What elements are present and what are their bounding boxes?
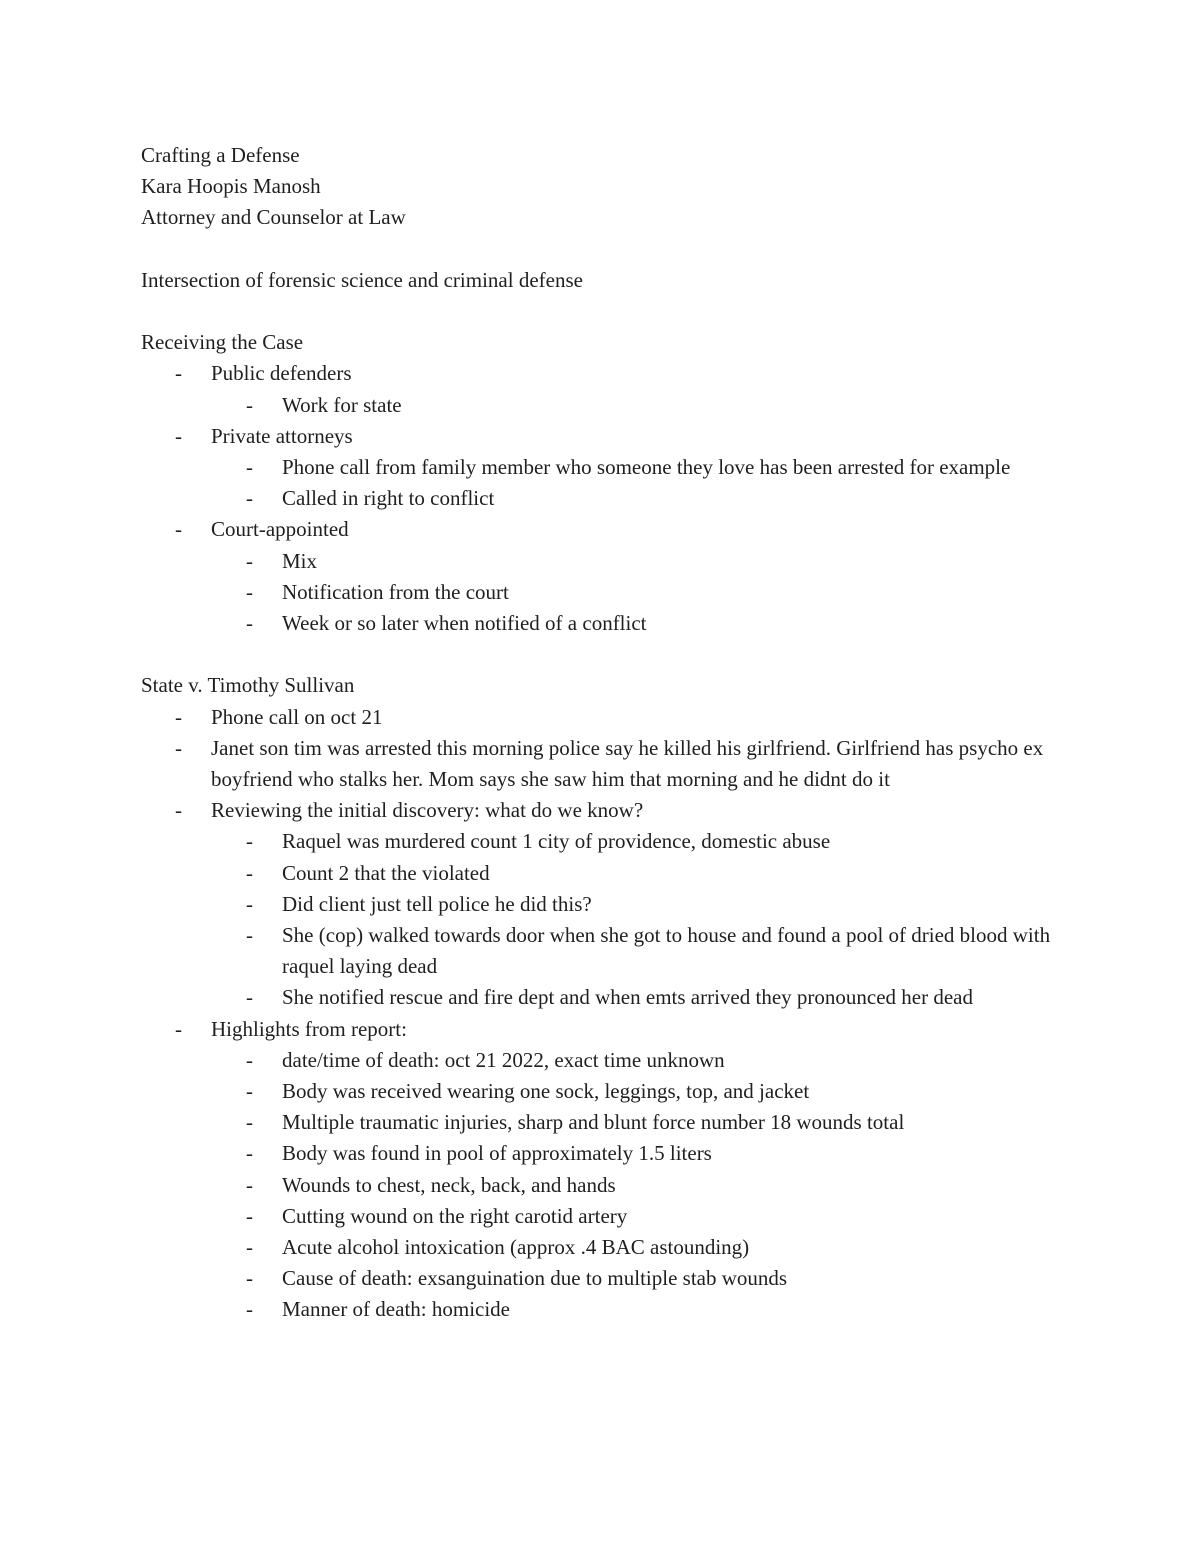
bullet-dash: - (246, 1110, 253, 1135)
list-item-text: Cutting wound on the right carotid artery (282, 1203, 628, 1228)
bullet-dash: - (246, 486, 253, 511)
bullet-dash: - (175, 735, 182, 760)
list-item-text: Phone call on oct 21 (211, 704, 383, 729)
list-item (141, 795, 1071, 826)
list-item (141, 982, 1071, 1013)
bullet-dash: - (246, 1297, 253, 1322)
list-item (141, 608, 1071, 639)
receiving-case-list (141, 358, 1071, 639)
list-item (141, 452, 1071, 483)
list-item (141, 577, 1071, 608)
list-item-text: Phone call from family member who someone they love has been arrested for example (282, 455, 1011, 479)
list-item (141, 1170, 1071, 1201)
intro-line: Intersection of forensic science and criminal defense (141, 267, 583, 292)
list-item-text: Multiple traumatic injuries, sharp and blunt force number 18 wounds total (282, 1110, 905, 1135)
document-body (141, 140, 1071, 1326)
list-item-text: Work for state (282, 392, 402, 417)
list-item (141, 858, 1071, 889)
author-name: Kara Hoopis Manosh (141, 174, 321, 199)
list-item-text: Public defenders (211, 361, 352, 386)
list-item-text: Wounds to chest, neck, back, and hands (282, 1172, 616, 1197)
section-heading-receiving-case: Receiving the Case (141, 330, 304, 355)
list-item-text: Notification from the court (282, 579, 509, 604)
document-title: Crafting a Defense (141, 143, 300, 167)
list-item (141, 358, 1071, 389)
list-item-text: Reviewing the initial discovery: what do we know? (211, 798, 644, 823)
bullet-dash: - (246, 985, 253, 1010)
spacer (141, 639, 1071, 670)
bullet-dash: - (175, 704, 182, 729)
list-item-text: Week or so later when notified of a conflict (282, 611, 647, 636)
list-item-text: She notified rescue and fire dept and when emts arrived they pronounced her dead (282, 985, 973, 1010)
list-item-text: Private attorneys (211, 423, 353, 448)
list-item (141, 1232, 1071, 1263)
bullet-dash: - (246, 1141, 253, 1166)
bullet-dash: - (246, 392, 253, 417)
bullet-dash: - (246, 829, 253, 854)
bullet-dash: - (246, 860, 253, 885)
bullet-dash: - (246, 891, 253, 916)
bullet-dash: - (175, 798, 182, 823)
list-item-text: Highlights from report: (211, 1016, 407, 1041)
list-item-text: Raquel was murdered count 1 city of providence, domestic abuse (282, 829, 831, 854)
list-item-text: Mix (282, 548, 318, 573)
state-v-sullivan-list (141, 702, 1071, 1326)
bullet-dash: - (246, 1079, 253, 1104)
list-item (141, 546, 1071, 577)
list-item-text: Acute alcohol intoxication (approx .4 BAC astounding) (282, 1235, 750, 1260)
list-item (141, 889, 1071, 920)
list-item (141, 1045, 1071, 1076)
list-item-text: Did client just tell police he did this? (282, 891, 592, 916)
list-item-text: Body was received wearing one sock, leggings, top, and jacket (282, 1079, 810, 1104)
list-item-text: She (cop) walked towards door when she got to house and found a pool of dried blood with raquel laying dead (282, 923, 1051, 979)
list-item (141, 390, 1071, 421)
list-item (141, 1014, 1071, 1045)
bullet-dash: - (246, 1203, 253, 1228)
bullet-dash: - (246, 1172, 253, 1197)
bullet-dash: - (246, 1047, 253, 1072)
list-item-text: Called in right to conflict (282, 486, 495, 511)
list-item-text: Manner of death: homicide (282, 1297, 511, 1322)
list-item (141, 702, 1071, 733)
bullet-dash: - (246, 579, 253, 604)
list-item (141, 514, 1071, 545)
list-item (141, 920, 1071, 982)
author-role: Attorney and Counselor at Law (141, 205, 406, 230)
list-item-text: Cause of death: exsanguination due to multiple stab wounds (282, 1266, 788, 1291)
bullet-dash: - (246, 455, 253, 479)
spacer (141, 234, 1071, 265)
list-item (141, 483, 1071, 514)
list-item (141, 1138, 1071, 1169)
bullet-dash: - (175, 361, 182, 386)
bullet-dash: - (246, 923, 253, 948)
list-item (141, 1201, 1071, 1232)
list-item (141, 421, 1071, 452)
bullet-dash: - (246, 548, 253, 573)
bullet-dash: - (175, 1016, 182, 1041)
bullet-dash: - (246, 1235, 253, 1260)
list-item-text: Count 2 that the violated (282, 860, 490, 885)
list-item-text: Body was found in pool of approximately 1.5 liters (282, 1141, 712, 1166)
section-heading-state-v-sullivan: State v. Timothy Sullivan (141, 673, 355, 698)
list-item-text: Court-appointed (211, 517, 349, 542)
list-item (141, 826, 1071, 857)
list-item (141, 1107, 1071, 1138)
list-item (141, 1076, 1071, 1107)
list-item-text: Janet son tim was arrested this morning police say he killed his girlfriend. Girlfriend has psycho ex boyfriend who stalks her. Mom says she saw him that morning and he didnt do it (211, 735, 1044, 792)
list-item (141, 1263, 1071, 1294)
bullet-dash: - (246, 611, 253, 636)
list-item (141, 1294, 1071, 1325)
spacer (141, 296, 1071, 327)
list-item (141, 733, 1071, 795)
bullet-dash: - (175, 517, 182, 542)
bullet-dash: - (175, 423, 182, 448)
list-item-text: date/time of death: oct 21 2022, exact time unknown (282, 1047, 725, 1072)
bullet-dash: - (246, 1266, 253, 1291)
